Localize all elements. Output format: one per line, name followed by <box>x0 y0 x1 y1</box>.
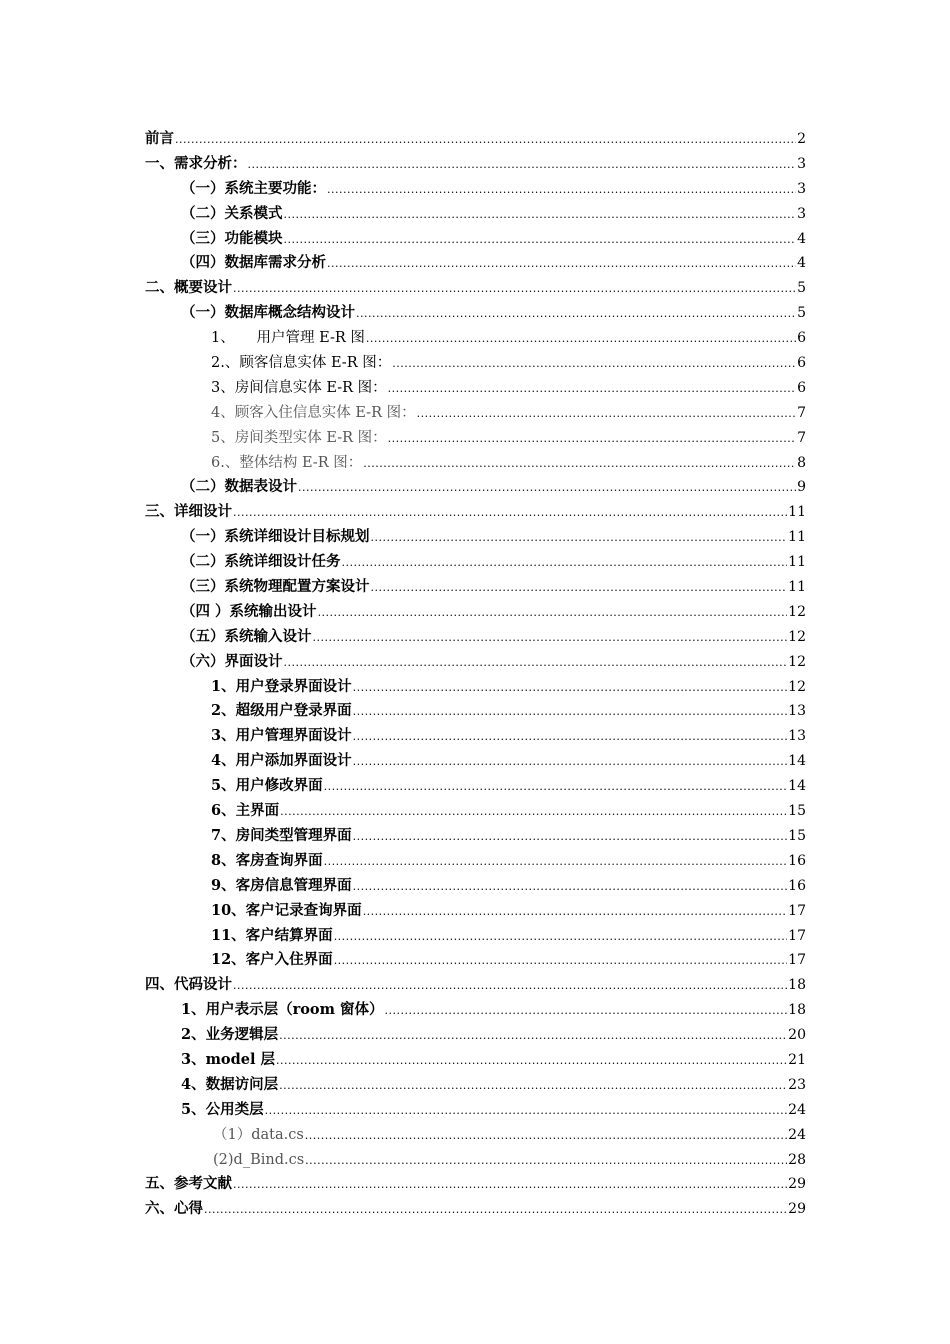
toc-entry[interactable] <box>145 973 806 998</box>
toc-entry-label: （三）功能模块 <box>181 229 283 247</box>
toc-entry[interactable] <box>145 1098 806 1123</box>
toc-entry[interactable] <box>145 475 806 500</box>
toc-entry-label: 3、model 层 <box>181 1050 276 1068</box>
toc-entry-label: 3、房间信息实体 E-R 图： <box>211 379 387 396</box>
toc-entry-page: 24 <box>788 1126 806 1143</box>
toc-leader-dots <box>298 476 796 501</box>
toc-entry-label: 3、用户管理界面设计 <box>211 727 352 745</box>
toc-entry-label: 1、 用户管理 E-R 图 <box>211 330 365 347</box>
toc-entry[interactable] <box>145 948 806 973</box>
toc-leader-dots <box>233 501 787 526</box>
toc-entry-label: （二）系统详细设计任务 <box>181 553 341 571</box>
toc-entry[interactable] <box>145 899 806 924</box>
toc-leader-dots <box>363 900 787 925</box>
toc-entry-label: （1）data.cs <box>213 1126 304 1143</box>
toc-entry[interactable] <box>145 1148 806 1173</box>
toc-entry[interactable] <box>145 401 806 426</box>
toc-leader-dots <box>204 1198 787 1223</box>
toc-entry[interactable] <box>145 351 806 376</box>
toc-entry-page: 7 <box>797 429 806 446</box>
toc-entry-page: 17 <box>788 902 806 919</box>
toc-leader-dots <box>327 178 796 203</box>
toc-leader-dots <box>276 1049 787 1074</box>
toc-entry-label: 6.、整体结构 E-R 图： <box>211 454 363 471</box>
toc-entry-label: 前言 <box>145 130 174 147</box>
toc-leader-dots <box>353 676 787 701</box>
toc-entry[interactable] <box>145 874 806 899</box>
toc-entry-page: 9 <box>797 479 806 496</box>
toc-entry-label: 10、客户记录查询界面 <box>211 901 362 919</box>
toc-entry-page: 8 <box>797 454 806 471</box>
toc-leader-dots <box>175 128 796 153</box>
toc-entry-page: 17 <box>788 952 806 969</box>
toc-entry-label: 8、客房查询界面 <box>211 851 323 869</box>
toc-entry-page: 15 <box>788 803 806 820</box>
toc-leader-dots <box>327 252 796 277</box>
toc-entry[interactable] <box>145 500 806 525</box>
toc-entry[interactable] <box>145 1073 806 1098</box>
toc-leader-dots <box>353 875 787 900</box>
toc-entry-label: （一）系统主要功能： <box>181 179 326 197</box>
toc-entry-label: 2.、顾客信息实体 E-R 图： <box>211 355 392 372</box>
toc-entry-label: （一）数据库概念结构设计 <box>181 304 355 322</box>
toc-entry-page: 16 <box>788 852 806 869</box>
toc-entry[interactable] <box>145 849 806 874</box>
toc-entry-label: （一）系统详细设计目标规划 <box>181 528 370 546</box>
toc-leader-dots <box>324 850 787 875</box>
toc-entry-label: 4、顾客入住信息实体 E-R 图： <box>211 404 416 421</box>
toc-leader-dots <box>284 203 797 228</box>
toc-entry-label: （三）系统物理配置方案设计 <box>181 578 370 596</box>
toc-entry-label: (2)d_Bind.cs <box>213 1151 305 1168</box>
toc-entry-page: 4 <box>797 230 806 247</box>
toc-leader-dots <box>279 1074 787 1099</box>
toc-entry-label: 7、房间类型管理界面 <box>211 826 352 844</box>
toc-entry[interactable] <box>145 202 806 227</box>
toc-entry[interactable] <box>145 998 806 1023</box>
toc-entry-page: 5 <box>797 280 806 297</box>
toc-entry-label: 1、用户登录界面设计 <box>211 677 352 695</box>
toc-leader-dots <box>265 1099 787 1124</box>
toc-entry-label: 12、客户入住界面 <box>211 951 333 969</box>
toc-entry[interactable] <box>145 127 806 152</box>
toc-entry-label: 9、客房信息管理界面 <box>211 876 352 894</box>
toc-entry-page: 18 <box>788 1002 806 1019</box>
table-of-contents <box>145 127 806 1222</box>
toc-entry-page: 12 <box>788 678 806 695</box>
toc-entry-page: 6 <box>797 355 806 372</box>
toc-entry[interactable] <box>145 326 806 351</box>
toc-entry[interactable] <box>145 625 806 650</box>
toc-leader-dots <box>417 402 796 427</box>
toc-entry-page: 11 <box>788 504 806 521</box>
toc-entry-label: 一、需求分析： <box>145 154 247 172</box>
toc-leader-dots <box>363 452 796 477</box>
toc-entry[interactable] <box>145 301 806 326</box>
toc-entry-label: 5、房间类型实体 E-R 图： <box>211 429 387 446</box>
toc-leader-dots <box>342 551 788 576</box>
toc-leader-dots <box>280 800 787 825</box>
toc-entry-page: 5 <box>797 305 806 322</box>
toc-entry[interactable] <box>145 1123 806 1148</box>
toc-entry-label: 四、代码设计 <box>145 976 232 994</box>
toc-entry-label: （五）系统输入设计 <box>181 627 312 645</box>
toc-entry[interactable] <box>145 1197 806 1222</box>
toc-entry-page: 12 <box>788 603 806 620</box>
toc-entry-label: （四）数据库需求分析 <box>181 254 326 272</box>
toc-entry-page: 17 <box>788 927 806 944</box>
toc-entry-page: 3 <box>797 205 806 222</box>
toc-entry-label: （二）关系模式 <box>181 204 283 222</box>
toc-entry[interactable] <box>145 749 806 774</box>
toc-leader-dots <box>353 750 787 775</box>
toc-entry[interactable] <box>145 451 806 476</box>
toc-leader-dots <box>388 377 796 402</box>
toc-entry-page: 2 <box>797 131 806 147</box>
toc-entry-page: 13 <box>788 728 806 745</box>
toc-entry-page: 20 <box>788 1027 806 1044</box>
toc-entry[interactable] <box>145 774 806 799</box>
toc-entry-page: 12 <box>788 628 806 645</box>
toc-leader-dots <box>233 1173 787 1198</box>
toc-entry-label: 5、用户修改界面 <box>211 777 323 795</box>
toc-entry[interactable] <box>145 650 806 675</box>
toc-entry-page: 3 <box>797 180 806 197</box>
toc-entry-page: 4 <box>797 255 806 272</box>
toc-entry[interactable] <box>145 525 806 550</box>
toc-entry-page: 28 <box>788 1151 806 1168</box>
toc-entry[interactable] <box>145 177 806 202</box>
toc-entry-page: 11 <box>788 579 806 596</box>
toc-entry-label: 4、用户添加界面设计 <box>211 752 352 770</box>
toc-entry[interactable] <box>145 699 806 724</box>
toc-entry[interactable] <box>145 276 806 301</box>
toc-entry-page: 18 <box>788 977 806 994</box>
toc-leader-dots <box>305 1124 787 1149</box>
toc-entry-page: 14 <box>788 778 806 795</box>
toc-entry-label: （四 ）系统输出设计 <box>181 602 317 620</box>
toc-entry-page: 6 <box>797 379 806 396</box>
toc-entry-label: 三、详细设计 <box>145 503 232 521</box>
toc-entry[interactable] <box>145 376 806 401</box>
toc-entry[interactable] <box>145 1172 806 1197</box>
toc-leader-dots <box>392 352 796 377</box>
toc-leader-dots <box>248 153 797 178</box>
toc-entry-page: 12 <box>788 653 806 670</box>
toc-entry[interactable] <box>145 426 806 451</box>
toc-leader-dots <box>353 700 787 725</box>
toc-leader-dots <box>366 327 796 352</box>
toc-entry-page: 11 <box>788 529 806 546</box>
toc-entry-page: 15 <box>788 827 806 844</box>
toc-entry-label: 11、客户结算界面 <box>211 926 333 944</box>
toc-entry-label: 1、用户表示层（room 窗体） <box>181 1001 384 1019</box>
toc-entry-page: 29 <box>788 1176 806 1193</box>
toc-leader-dots <box>371 576 788 601</box>
toc-entry-page: 3 <box>797 155 806 172</box>
toc-entry-page: 24 <box>788 1101 806 1118</box>
toc-entry-page: 16 <box>788 877 806 894</box>
toc-leader-dots <box>384 999 787 1024</box>
toc-leader-dots <box>318 601 787 626</box>
toc-entry[interactable] <box>145 799 806 824</box>
toc-leader-dots <box>388 427 796 452</box>
toc-entry-page: 11 <box>788 554 806 571</box>
toc-leader-dots <box>356 302 796 327</box>
toc-leader-dots <box>284 651 788 676</box>
toc-entry-label: 4、数据访问层 <box>181 1075 279 1093</box>
toc-entry-page: 21 <box>788 1051 806 1068</box>
toc-leader-dots <box>279 1024 787 1049</box>
toc-entry[interactable] <box>145 251 806 276</box>
toc-entry-page: 29 <box>788 1201 806 1218</box>
toc-leader-dots <box>284 228 797 253</box>
toc-entry[interactable] <box>145 152 806 177</box>
toc-entry[interactable] <box>145 924 806 949</box>
toc-entry-label: （二）数据表设计 <box>181 478 297 496</box>
toc-leader-dots <box>371 526 788 551</box>
toc-leader-dots <box>334 949 787 974</box>
toc-entry[interactable] <box>145 227 806 252</box>
toc-entry-label: （六）界面设计 <box>181 652 283 670</box>
toc-leader-dots <box>324 775 787 800</box>
toc-entry-label: 5、公用类层 <box>181 1100 264 1118</box>
toc-entry[interactable] <box>145 1023 806 1048</box>
toc-entry-page: 6 <box>797 330 806 347</box>
toc-leader-dots <box>353 825 787 850</box>
toc-leader-dots <box>313 626 788 651</box>
toc-entry-label: 6、主界面 <box>211 802 280 820</box>
toc-entry[interactable] <box>145 575 806 600</box>
toc-entry-page: 13 <box>788 703 806 720</box>
toc-entry-label: 二、概要设计 <box>145 279 232 297</box>
toc-entry[interactable] <box>145 1048 806 1073</box>
toc-entry[interactable] <box>145 824 806 849</box>
toc-entry-page: 23 <box>788 1076 806 1093</box>
toc-entry-label: 五、参考文献 <box>145 1175 232 1193</box>
toc-leader-dots <box>233 974 787 999</box>
toc-entry-label: 六、心得 <box>145 1200 203 1218</box>
toc-entry-page: 7 <box>797 404 806 421</box>
toc-leader-dots <box>233 277 796 302</box>
toc-entry[interactable] <box>145 675 806 700</box>
toc-entry-label: 2、超级用户登录界面 <box>211 702 352 720</box>
toc-entry[interactable] <box>145 550 806 575</box>
toc-entry[interactable] <box>145 724 806 749</box>
toc-entry[interactable] <box>145 600 806 625</box>
toc-entry-page: 14 <box>788 753 806 770</box>
toc-entry-label: 2、业务逻辑层 <box>181 1026 279 1044</box>
toc-leader-dots <box>353 725 787 750</box>
toc-leader-dots <box>334 925 787 950</box>
toc-leader-dots <box>305 1149 787 1174</box>
